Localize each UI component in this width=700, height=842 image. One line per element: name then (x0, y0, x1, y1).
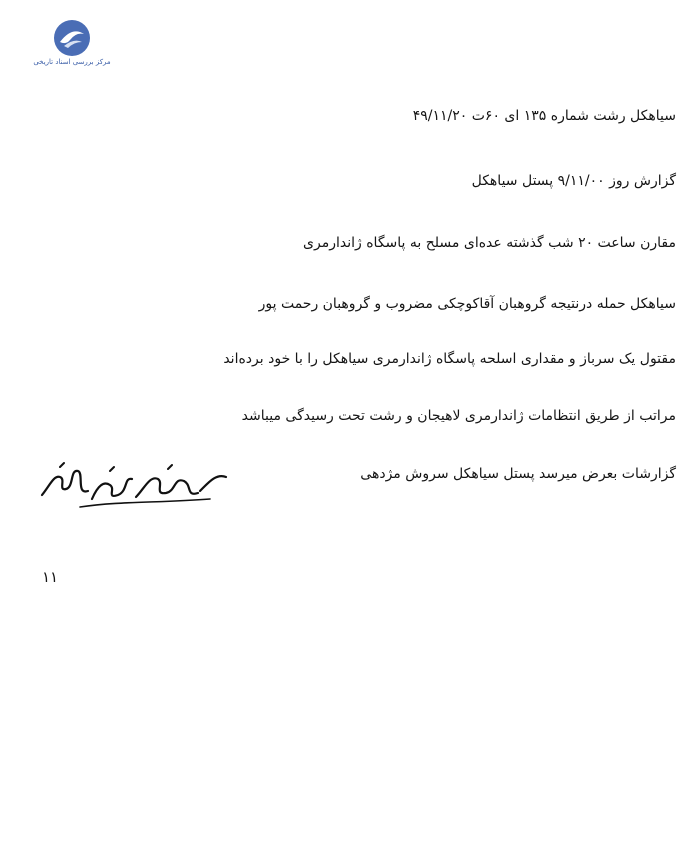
letter-reference-line: سیاهکل رشت شماره ۱۳۵ ای ۶۰ت ۴۹/۱۱/۲۰ (412, 108, 676, 124)
archive-logo-icon (52, 18, 92, 58)
body-line-1: مقارن ساعت ۲۰ شب گذشته عده‌ای مسلح به پاسگاه ژاندارمری (303, 235, 676, 251)
closing-line: گزارشات بعرض میرسد پستل سیاهکل سروش مژدهی (360, 466, 676, 482)
body-line-3: مقتول یک سرباز و مقداری اسلحه پاسگاه ژاندارمری سیاهکل را با خود برده‌اند (223, 351, 676, 367)
page-mark: ۱۱ (42, 568, 59, 586)
body-line-2: سیاهکل حمله درنتیجه گروهبان آقاکوچکی مضروب و گروهبان رحمت پور (258, 296, 676, 312)
handwritten-signature (40, 455, 230, 515)
watermark-text: مرکز بررسی اسناد تاریخی (33, 58, 111, 66)
report-date-line: گزارش روز ۹/۱۱/۰۰ پستل سیاهکل (471, 173, 676, 189)
body-line-4: مراتب از طریق انتظامات ژاندارمری لاهیجان و رشت تحت رسیدگی میباشد (241, 408, 676, 424)
archive-watermark (22, 18, 122, 68)
